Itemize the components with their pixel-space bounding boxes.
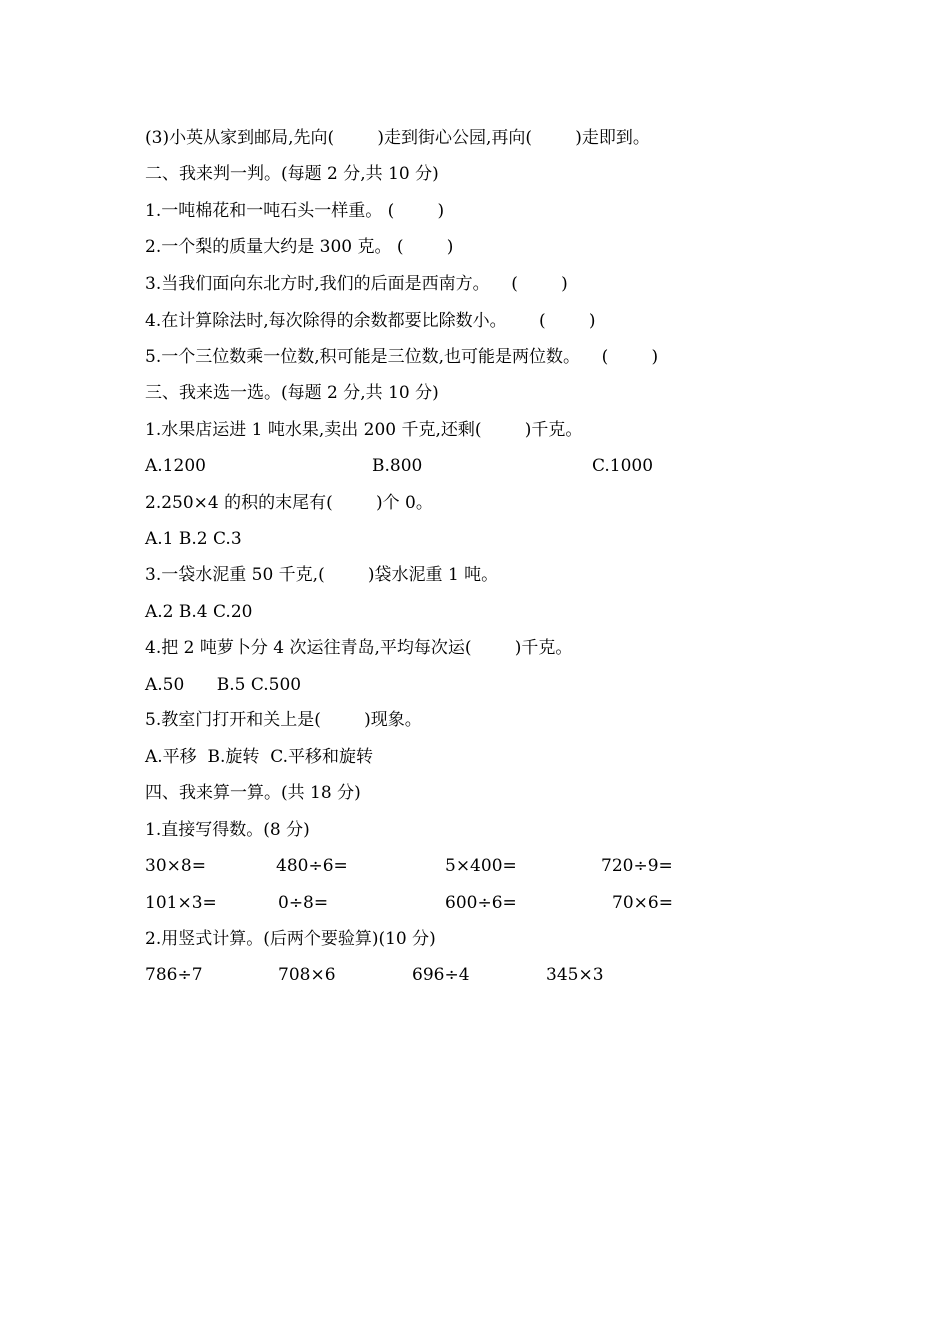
choice-question-5: 5.教室门打开和关上是( )现象。 — [145, 710, 422, 730]
mental-math-item: 70×6= — [612, 893, 673, 913]
choice-1-option-c: C.1000 — [592, 456, 654, 476]
section1-question-3: (3)小英从家到邮局,先向( )走到街心公园,再向( )走即到。 — [145, 128, 650, 148]
choice-4-options: A.50 B.5 C.500 — [145, 675, 302, 695]
mental-math-item: 0÷8= — [278, 893, 329, 913]
mental-math-item: 30×8= — [145, 856, 206, 876]
section2-heading: 二、我来判一判。(每题 2 分,共 10 分) — [145, 164, 439, 184]
mental-math-item: 720÷9= — [601, 856, 673, 876]
choice-2-options: A.1 B.2 C.3 — [145, 529, 242, 549]
mental-math-item: 101×3= — [145, 893, 217, 913]
choice-question-4: 4.把 2 吨萝卜分 4 次运往青岛,平均每次运( )千克。 — [145, 638, 573, 658]
vertical-calc-item: 786÷7 — [145, 965, 203, 985]
choice-1-option-b: B.800 — [372, 456, 423, 476]
choice-5-options: A.平移 B.旋转 C.平移和旋转 — [145, 747, 373, 767]
choice-3-options: A.2 B.4 C.20 — [145, 602, 253, 622]
judge-item-3: 3.当我们面向东北方时,我们的后面是西南方。 ( ) — [145, 274, 568, 294]
judge-item-5: 5.一个三位数乘一位数,积可能是三位数,也可能是两位数。 ( ) — [145, 347, 659, 367]
section3-heading: 三、我来选一选。(每题 2 分,共 10 分) — [145, 383, 439, 403]
judge-item-1: 1.一吨棉花和一吨石头一样重。 ( ) — [145, 201, 445, 221]
mental-math-item: 600÷6= — [445, 893, 517, 913]
section4-heading: 四、我来算一算。(共 18 分) — [145, 783, 361, 803]
mental-math-item: 5×400= — [445, 856, 517, 876]
vertical-calc-item: 708×6 — [278, 965, 336, 985]
choice-question-2: 2.250×4 的积的末尾有( )个 0。 — [145, 493, 433, 513]
judge-item-4: 4.在计算除法时,每次除得的余数都要比除数小。 ( ) — [145, 311, 596, 331]
choice-question-1: 1.水果店运进 1 吨水果,卖出 200 千克,还剩( )千克。 — [145, 420, 583, 440]
mental-math-title: 1.直接写得数。(8 分) — [145, 820, 310, 840]
choice-1-option-a: A.1200 — [145, 456, 206, 476]
choice-question-3: 3.一袋水泥重 50 千克,( )袋水泥重 1 吨。 — [145, 565, 499, 585]
mental-math-item: 480÷6= — [276, 856, 348, 876]
vertical-calc-item: 696÷4 — [412, 965, 470, 985]
judge-item-2: 2.一个梨的质量大约是 300 克。 ( ) — [145, 237, 454, 257]
vertical-calc-item: 345×3 — [546, 965, 604, 985]
vertical-calc-title: 2.用竖式计算。(后两个要验算)(10 分) — [145, 929, 436, 949]
